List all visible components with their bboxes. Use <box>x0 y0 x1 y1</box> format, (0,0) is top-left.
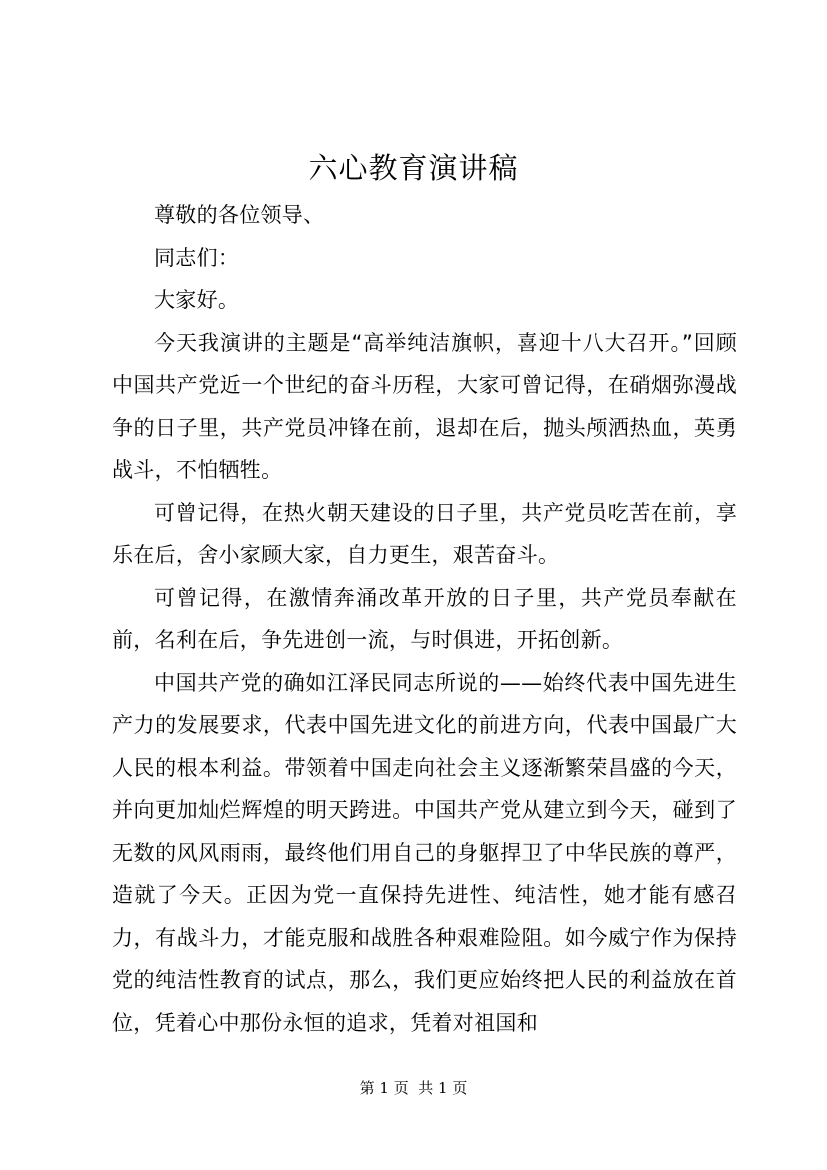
paragraph-theme: 今天我演讲的主题是“高举纯洁旗帜，喜迎十八大召开。”回顾中国共产党近一个世纪的奋斗历程，大家可曾记得，在硝烟弥漫战争的日子里，共产党员冲锋在前，退却在后，抛头颅洒热血，英勇战斗，不怕牺牲。 <box>112 330 737 482</box>
document-title: 六心教育演讲稿 <box>308 151 519 185</box>
document-body <box>112 194 737 1044</box>
page-footer <box>0 1078 827 1098</box>
paragraph-salutation: 尊敬的各位领导、 <box>154 203 325 227</box>
paragraph-salutation-2: 同志们： <box>154 245 240 270</box>
paragraph-party: 中国共产党的确如江泽民同志所说的——始终代表中国先进生产力的发展要求，代表中国先进文化的前进方向，代表中国最广大人民的根本利益。带领着中国走向社会主义逐渐繁荣昌盛的今天，并向更加灿烂辉煌的明天跨进。中国共产党从建立到今天，碰到了无数的风风雨雨，最终他们用自己的身躯捍卫了中华民族的尊严，造就了今天。正因为党一直保持先进性、纯洁性，她才能有感召力，有战斗力，才能克服和战胜各种艰难险阻。如今威宁作为保持党的纯洁性教育的试点，那么，我们更应始终把人民的利益放在首位，凭着心中那份永恒的追求，凭着对祖国和 <box>112 670 737 1035</box>
paragraph-greeting: 大家好。 <box>154 288 240 312</box>
paragraph-reform: 可曾记得，在激情奔涌改革开放的日子里，共产党员奉献在前，名利在后，争先进创一流，与时俱进，开拓创新。 <box>112 585 737 652</box>
page-number: 第 1 页 共 1 页 <box>359 1079 468 1097</box>
paragraph-construction: 可曾记得，在热火朝天建设的日子里，共产党员吃苦在前，享乐在后，舍小家顾大家，自力更生，艰苦奋斗。 <box>112 500 737 567</box>
